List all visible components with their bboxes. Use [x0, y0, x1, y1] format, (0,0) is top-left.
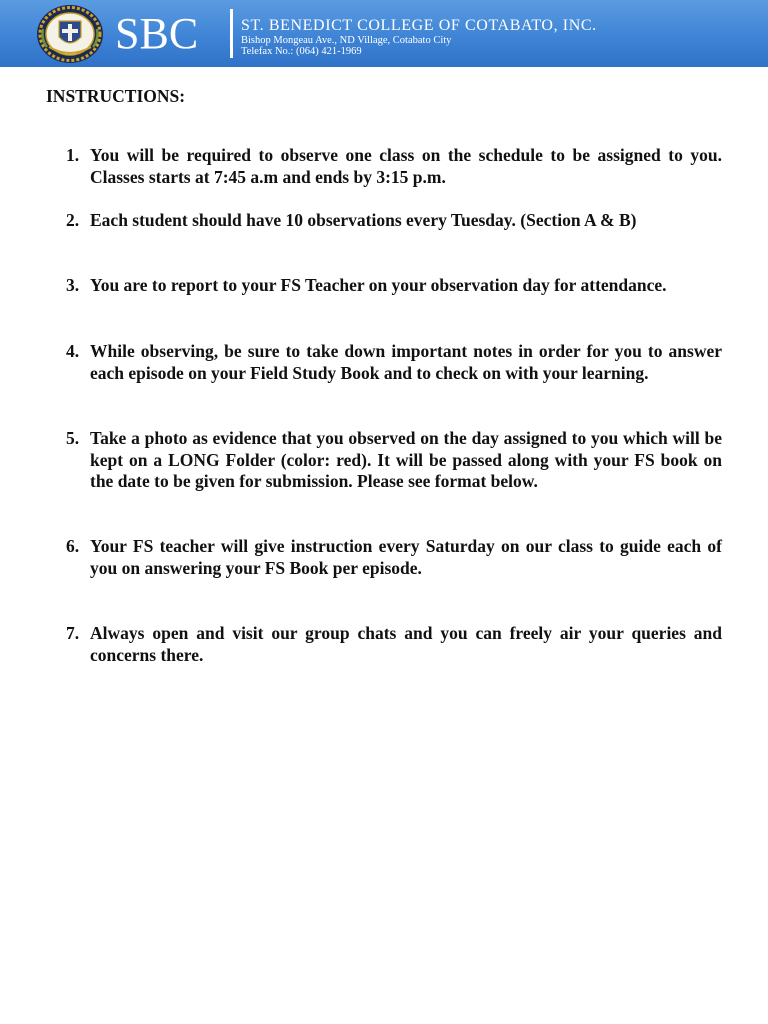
instruction-text: Take a photo as evidence that you observed on the day assigned to you which will be kept on a LONG Folder (color: red). It will be passed along with your FS book on the date to be given for submission. Please see format below. [90, 428, 722, 492]
instruction-item-2 [66, 210, 722, 232]
college-address: Bishop Mongeau Ave., ND Village, Cotabato City [241, 35, 452, 46]
instruction-item-7 [66, 623, 722, 666]
college-acronym: SBC [115, 9, 199, 58]
instruction-text: While observing, be sure to take down important notes in order for you to answer each episode on your Field Study Book and to check on with your learning. [90, 341, 722, 383]
instruction-number: 6. [66, 536, 80, 556]
instruction-item-1 [66, 145, 722, 188]
instruction-item-6 [66, 536, 722, 579]
instruction-number: 4. [66, 341, 80, 361]
college-name: ST. BENEDICT COLLEGE OF COTABATO, INC. [241, 17, 597, 34]
instruction-number: 5. [66, 428, 80, 448]
instruction-item-4 [66, 341, 722, 384]
instruction-number: 2. [66, 210, 80, 230]
instruction-number: 1. [66, 145, 80, 165]
college-seal-logo [35, 3, 105, 65]
header-divider [230, 9, 233, 58]
instruction-text: You are to report to your FS Teacher on your observation day for attendance. [90, 275, 667, 295]
instruction-text: Your FS teacher will give instruction every Saturday on our class to guide each of you on answering your FS Book per episode. [90, 536, 722, 578]
instruction-text: You will be required to observe one class on the schedule to be assigned to you. Classes starts at 7:45 a.m and ends by 3:15 p.m. [90, 145, 722, 187]
instruction-number: 7. [66, 623, 80, 643]
instruction-item-5 [66, 428, 722, 493]
instructions-heading: INSTRUCTIONS: [46, 86, 186, 106]
college-header-banner [0, 0, 768, 67]
instruction-text: Each student should have 10 observations every Tuesday. (Section A & B) [90, 210, 637, 230]
instruction-number: 3. [66, 275, 80, 295]
instruction-item-3 [66, 275, 722, 297]
college-telefax: Telefax No.: (064) 421-1969 [241, 46, 362, 57]
instruction-text: Always open and visit our group chats and you can freely air your queries and concerns there. [90, 623, 722, 665]
